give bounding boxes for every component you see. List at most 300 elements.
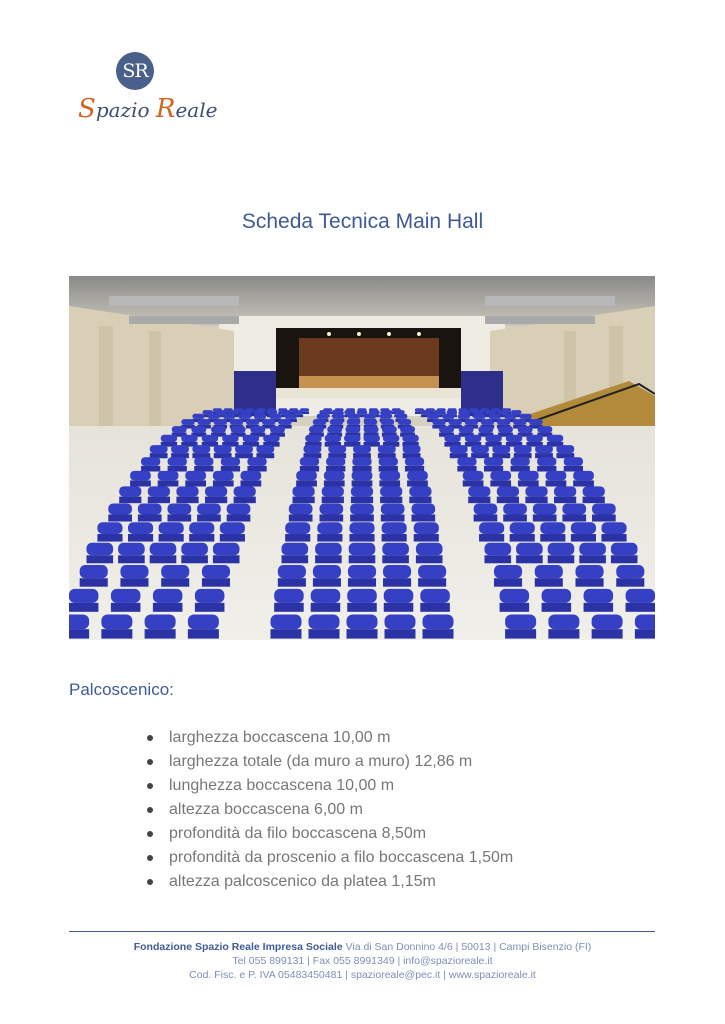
chair-seat bbox=[347, 603, 377, 612]
chair bbox=[579, 543, 606, 555]
chair bbox=[250, 426, 265, 432]
chair bbox=[231, 426, 246, 432]
chair bbox=[172, 426, 187, 432]
footer-fiscal: Cod. Fisc. e P. IVA 05483450481 | spazioreale@pec.it | www.spazioreale.it bbox=[189, 969, 536, 981]
chair-seat bbox=[601, 534, 626, 542]
chair bbox=[221, 457, 240, 466]
document-title: Scheda Tecnica Main Hall bbox=[241, 210, 484, 234]
chair-seat bbox=[320, 514, 344, 521]
chair-seat bbox=[592, 629, 623, 638]
chair-seat bbox=[537, 466, 556, 472]
chair bbox=[542, 589, 572, 603]
bullet-icon bbox=[147, 855, 153, 861]
chair bbox=[211, 426, 226, 432]
chair-seat bbox=[485, 555, 512, 563]
chair bbox=[485, 410, 495, 414]
chair bbox=[504, 414, 516, 419]
chair bbox=[546, 471, 567, 480]
chair bbox=[407, 471, 428, 480]
spec-item-text: altezza palcoscenico da platea 1,15m bbox=[169, 873, 436, 890]
chair bbox=[213, 543, 240, 555]
chair bbox=[138, 503, 162, 514]
chair-seat bbox=[505, 629, 536, 638]
chair-seat bbox=[111, 603, 141, 612]
chair-seat bbox=[384, 603, 414, 612]
chair-seat bbox=[500, 603, 530, 612]
chair bbox=[189, 522, 214, 534]
chair bbox=[69, 614, 89, 629]
chair-seat bbox=[379, 466, 398, 472]
chair-seat bbox=[497, 497, 519, 504]
chair-seat bbox=[548, 555, 575, 563]
chair bbox=[246, 419, 259, 425]
chair bbox=[185, 471, 206, 480]
chair-seat bbox=[548, 629, 579, 638]
chair bbox=[434, 410, 444, 414]
chair-seat bbox=[69, 629, 89, 638]
chair bbox=[485, 435, 501, 442]
chair-seat bbox=[380, 497, 402, 504]
chair-seat bbox=[148, 497, 170, 504]
chair bbox=[348, 414, 360, 419]
chair bbox=[554, 486, 576, 496]
chair-seat bbox=[503, 514, 527, 521]
chair-seat bbox=[176, 497, 198, 504]
chair-seat bbox=[554, 497, 576, 504]
chair-seat bbox=[189, 534, 214, 542]
chair-seat bbox=[562, 514, 586, 521]
chair bbox=[503, 503, 527, 514]
chair bbox=[505, 614, 536, 629]
chair bbox=[514, 445, 532, 453]
chair bbox=[181, 419, 194, 425]
chair-seat bbox=[457, 466, 476, 472]
chair bbox=[118, 543, 145, 555]
chair bbox=[192, 445, 210, 453]
chair bbox=[382, 410, 392, 414]
chair bbox=[223, 414, 235, 419]
chair bbox=[352, 471, 373, 480]
chair-seat bbox=[414, 534, 439, 542]
logo-initial-r: R bbox=[155, 94, 176, 124]
chair-seat bbox=[195, 603, 225, 612]
chair-seat bbox=[161, 578, 189, 586]
spec-item-text: larghezza totale (da muro a muro) 12,86 m bbox=[169, 753, 473, 770]
chair bbox=[516, 543, 543, 555]
chair bbox=[271, 614, 302, 629]
chair bbox=[296, 471, 317, 480]
chair bbox=[427, 414, 439, 419]
chair bbox=[481, 419, 494, 425]
chair bbox=[145, 614, 176, 629]
chair bbox=[537, 457, 556, 466]
chair bbox=[535, 445, 553, 453]
chair bbox=[263, 435, 279, 442]
spec-item-text: profondità da proscenio a filo boccascena 1,50m bbox=[169, 849, 514, 866]
chair bbox=[317, 414, 329, 419]
chair bbox=[458, 414, 470, 419]
chair bbox=[347, 614, 378, 629]
chair bbox=[101, 614, 132, 629]
chair-seat bbox=[635, 629, 655, 638]
chair-seat bbox=[205, 497, 227, 504]
chair bbox=[230, 419, 243, 425]
chair bbox=[384, 589, 414, 603]
chair bbox=[443, 414, 455, 419]
chair bbox=[349, 543, 376, 555]
chair-seat bbox=[159, 534, 184, 542]
footer-divider bbox=[69, 931, 655, 932]
chair-seat bbox=[490, 480, 511, 486]
chair bbox=[326, 457, 345, 466]
chair bbox=[108, 503, 132, 514]
chair bbox=[500, 589, 530, 603]
chair bbox=[489, 414, 501, 419]
chair bbox=[148, 486, 170, 496]
chair bbox=[382, 426, 397, 432]
chair bbox=[322, 486, 344, 496]
chair bbox=[383, 435, 399, 442]
chair bbox=[380, 414, 392, 419]
chair-seat bbox=[130, 480, 151, 486]
chair bbox=[234, 486, 256, 496]
chair bbox=[474, 503, 498, 514]
chair bbox=[150, 543, 177, 555]
chair-seat bbox=[87, 555, 114, 563]
chair bbox=[457, 457, 476, 466]
bullet-icon bbox=[147, 735, 153, 741]
chair-seat bbox=[416, 555, 443, 563]
chair-seat bbox=[518, 480, 539, 486]
chair bbox=[525, 486, 547, 496]
logo bbox=[72, 50, 218, 130]
chair bbox=[471, 445, 489, 453]
theater-hall-illustration bbox=[69, 276, 655, 640]
chair-seat bbox=[611, 555, 638, 563]
footer-contacts: Tel 055 899131 | Fax 055 8991349 | info@spazioreale.it bbox=[232, 955, 493, 967]
chair-seat bbox=[278, 578, 306, 586]
chair-seat bbox=[158, 480, 179, 486]
chair bbox=[576, 565, 604, 578]
chair-seat bbox=[383, 578, 411, 586]
chair bbox=[161, 565, 189, 578]
chair-seat bbox=[194, 466, 213, 472]
chair bbox=[537, 426, 552, 432]
spec-item bbox=[147, 750, 513, 774]
chair bbox=[601, 522, 626, 534]
bullet-icon bbox=[147, 879, 153, 885]
chair bbox=[349, 522, 374, 534]
chair bbox=[497, 486, 519, 496]
chair-seat bbox=[282, 555, 309, 563]
bullet-icon bbox=[147, 831, 153, 837]
chair-seat bbox=[168, 466, 187, 472]
chair bbox=[635, 614, 655, 629]
chair bbox=[494, 565, 522, 578]
chair bbox=[198, 419, 211, 425]
chair-seat bbox=[322, 497, 344, 504]
chair bbox=[192, 414, 204, 419]
chair bbox=[313, 419, 326, 425]
chair bbox=[378, 445, 396, 453]
chair-seat bbox=[583, 497, 605, 504]
chair-seat bbox=[221, 466, 240, 472]
chair bbox=[535, 565, 563, 578]
chair-seat bbox=[535, 578, 563, 586]
chair bbox=[348, 565, 376, 578]
chair-seat bbox=[145, 629, 176, 638]
chair bbox=[382, 522, 407, 534]
chair-seat bbox=[350, 514, 374, 521]
chair-seat bbox=[468, 497, 490, 504]
chair-seat bbox=[385, 629, 416, 638]
chair bbox=[228, 410, 238, 414]
chair-seat bbox=[313, 578, 341, 586]
chair bbox=[344, 410, 354, 414]
chair bbox=[395, 414, 407, 419]
chair-seat bbox=[511, 466, 530, 472]
chair bbox=[278, 419, 291, 425]
logo-initial-s: S bbox=[78, 94, 96, 124]
chair bbox=[293, 410, 303, 414]
chair bbox=[300, 457, 319, 466]
chair bbox=[128, 522, 153, 534]
spec-list bbox=[147, 726, 513, 894]
spec-item-text: altezza boccascena 6,00 m bbox=[169, 801, 363, 818]
chair-seat bbox=[352, 466, 371, 472]
chair-seat bbox=[97, 534, 122, 542]
chair bbox=[478, 426, 493, 432]
chair bbox=[381, 503, 405, 514]
chair-seat bbox=[349, 534, 374, 542]
spec-item bbox=[147, 774, 513, 798]
chair bbox=[168, 457, 187, 466]
chair bbox=[69, 589, 98, 603]
chair bbox=[416, 543, 443, 555]
chair bbox=[473, 414, 485, 419]
chair-seat bbox=[405, 466, 424, 472]
chair bbox=[274, 589, 304, 603]
chair bbox=[353, 445, 371, 453]
chair bbox=[447, 410, 457, 414]
chair bbox=[241, 471, 262, 480]
chair bbox=[465, 435, 481, 442]
chair bbox=[398, 419, 411, 425]
chair bbox=[414, 522, 439, 534]
chair bbox=[120, 565, 148, 578]
chair bbox=[345, 426, 360, 432]
chair bbox=[403, 445, 421, 453]
chair bbox=[562, 503, 586, 514]
chair bbox=[564, 457, 583, 466]
chair-seat bbox=[324, 480, 345, 486]
chair bbox=[254, 414, 266, 419]
chair-seat bbox=[296, 480, 317, 486]
chair-seat bbox=[533, 514, 557, 521]
logo-monogram-circle bbox=[116, 52, 154, 90]
chair-seat bbox=[118, 555, 145, 563]
chair bbox=[369, 410, 379, 414]
chair bbox=[492, 445, 510, 453]
chair bbox=[197, 503, 221, 514]
chair bbox=[382, 543, 409, 555]
chair bbox=[412, 503, 436, 514]
chair-seat bbox=[141, 466, 160, 472]
chair bbox=[364, 426, 379, 432]
chair bbox=[293, 486, 315, 496]
spec-item bbox=[147, 798, 513, 822]
chair-seat bbox=[289, 514, 313, 521]
chair bbox=[459, 410, 469, 414]
chair-seat bbox=[311, 603, 341, 612]
chair-seat bbox=[379, 480, 400, 486]
chair-seat bbox=[463, 480, 484, 486]
chair-seat bbox=[540, 534, 565, 542]
chair bbox=[347, 589, 377, 603]
chair bbox=[383, 565, 411, 578]
chair bbox=[214, 445, 232, 453]
bullet-icon bbox=[147, 759, 153, 765]
chair-seat bbox=[108, 514, 132, 521]
chair bbox=[484, 457, 503, 466]
chair bbox=[611, 543, 638, 555]
chair bbox=[181, 543, 208, 555]
chair bbox=[432, 419, 445, 425]
chair-seat bbox=[351, 497, 373, 504]
chair bbox=[490, 471, 511, 480]
spec-item-text: larghezza boccascena 10,00 m bbox=[169, 729, 391, 746]
chair-seat bbox=[128, 534, 153, 542]
chair bbox=[497, 419, 510, 425]
chair-seat bbox=[546, 480, 567, 486]
chair-seat bbox=[317, 534, 342, 542]
chair-seat bbox=[484, 466, 503, 472]
chair bbox=[319, 410, 329, 414]
chair bbox=[347, 419, 360, 425]
spec-item bbox=[147, 870, 513, 894]
chair bbox=[520, 414, 532, 419]
chair-seat bbox=[119, 497, 141, 504]
chair-seat bbox=[271, 629, 302, 638]
chair bbox=[468, 486, 490, 496]
chair bbox=[153, 589, 183, 603]
chair bbox=[529, 419, 542, 425]
chair bbox=[215, 410, 225, 414]
chair bbox=[304, 445, 322, 453]
chair-seat bbox=[300, 466, 319, 472]
chair bbox=[239, 414, 251, 419]
chair-seat bbox=[407, 480, 428, 486]
footer bbox=[0, 940, 725, 982]
chair-seat bbox=[616, 578, 644, 586]
chair-seat bbox=[579, 555, 606, 563]
chair bbox=[465, 419, 478, 425]
chair bbox=[450, 445, 468, 453]
bullet-icon bbox=[147, 783, 153, 789]
chair bbox=[547, 435, 563, 442]
chair bbox=[479, 522, 504, 534]
chair-seat bbox=[584, 603, 614, 612]
logo-wordmark bbox=[78, 94, 217, 124]
chair-seat bbox=[352, 480, 373, 486]
chair-seat bbox=[185, 480, 206, 486]
chair-seat bbox=[220, 534, 245, 542]
chair bbox=[309, 426, 324, 432]
theater-hall-photo bbox=[69, 276, 655, 640]
chair bbox=[80, 565, 108, 578]
chair bbox=[150, 445, 168, 453]
chair bbox=[379, 471, 400, 480]
chair bbox=[485, 543, 512, 555]
chair-seat bbox=[412, 514, 436, 521]
chair-seat bbox=[234, 497, 256, 504]
chair bbox=[119, 486, 141, 496]
chair bbox=[394, 410, 404, 414]
chair-seat bbox=[564, 466, 583, 472]
chair bbox=[213, 471, 234, 480]
chair bbox=[459, 426, 474, 432]
chair bbox=[423, 614, 454, 629]
chair-seat bbox=[293, 497, 315, 504]
chair bbox=[262, 419, 275, 425]
chair bbox=[176, 486, 198, 496]
chair-seat bbox=[138, 514, 162, 521]
chair bbox=[444, 435, 460, 442]
chair-seat bbox=[309, 629, 340, 638]
chair bbox=[317, 522, 342, 534]
chair bbox=[421, 410, 431, 414]
chair-seat bbox=[382, 555, 409, 563]
chair bbox=[385, 614, 416, 629]
chair bbox=[203, 410, 213, 414]
chair-seat bbox=[188, 629, 219, 638]
chair bbox=[400, 426, 415, 432]
chair-seat bbox=[409, 497, 431, 504]
chair bbox=[208, 414, 220, 419]
chair bbox=[222, 435, 238, 442]
chair-seat bbox=[202, 578, 230, 586]
spec-item bbox=[147, 822, 513, 846]
chair bbox=[592, 503, 616, 514]
chair bbox=[351, 486, 373, 496]
chair bbox=[344, 435, 360, 442]
chair-seat bbox=[213, 480, 234, 486]
chair bbox=[270, 414, 282, 419]
chair bbox=[381, 419, 394, 425]
chair-seat bbox=[101, 629, 132, 638]
chair bbox=[205, 486, 227, 496]
chair-seat bbox=[347, 629, 378, 638]
chair bbox=[409, 486, 431, 496]
spec-item bbox=[147, 846, 513, 870]
chair bbox=[548, 614, 579, 629]
chair bbox=[352, 457, 371, 466]
chair-seat bbox=[542, 603, 572, 612]
chair bbox=[130, 471, 151, 480]
chair bbox=[573, 471, 594, 480]
chair bbox=[159, 522, 184, 534]
chair-seat bbox=[626, 603, 655, 612]
chair-seat bbox=[381, 514, 405, 521]
chair bbox=[270, 426, 285, 432]
chair bbox=[309, 614, 340, 629]
chair-seat bbox=[348, 578, 376, 586]
chair bbox=[181, 435, 197, 442]
chair bbox=[350, 503, 374, 514]
chair bbox=[506, 435, 522, 442]
chair bbox=[626, 589, 655, 603]
chair bbox=[498, 426, 513, 432]
